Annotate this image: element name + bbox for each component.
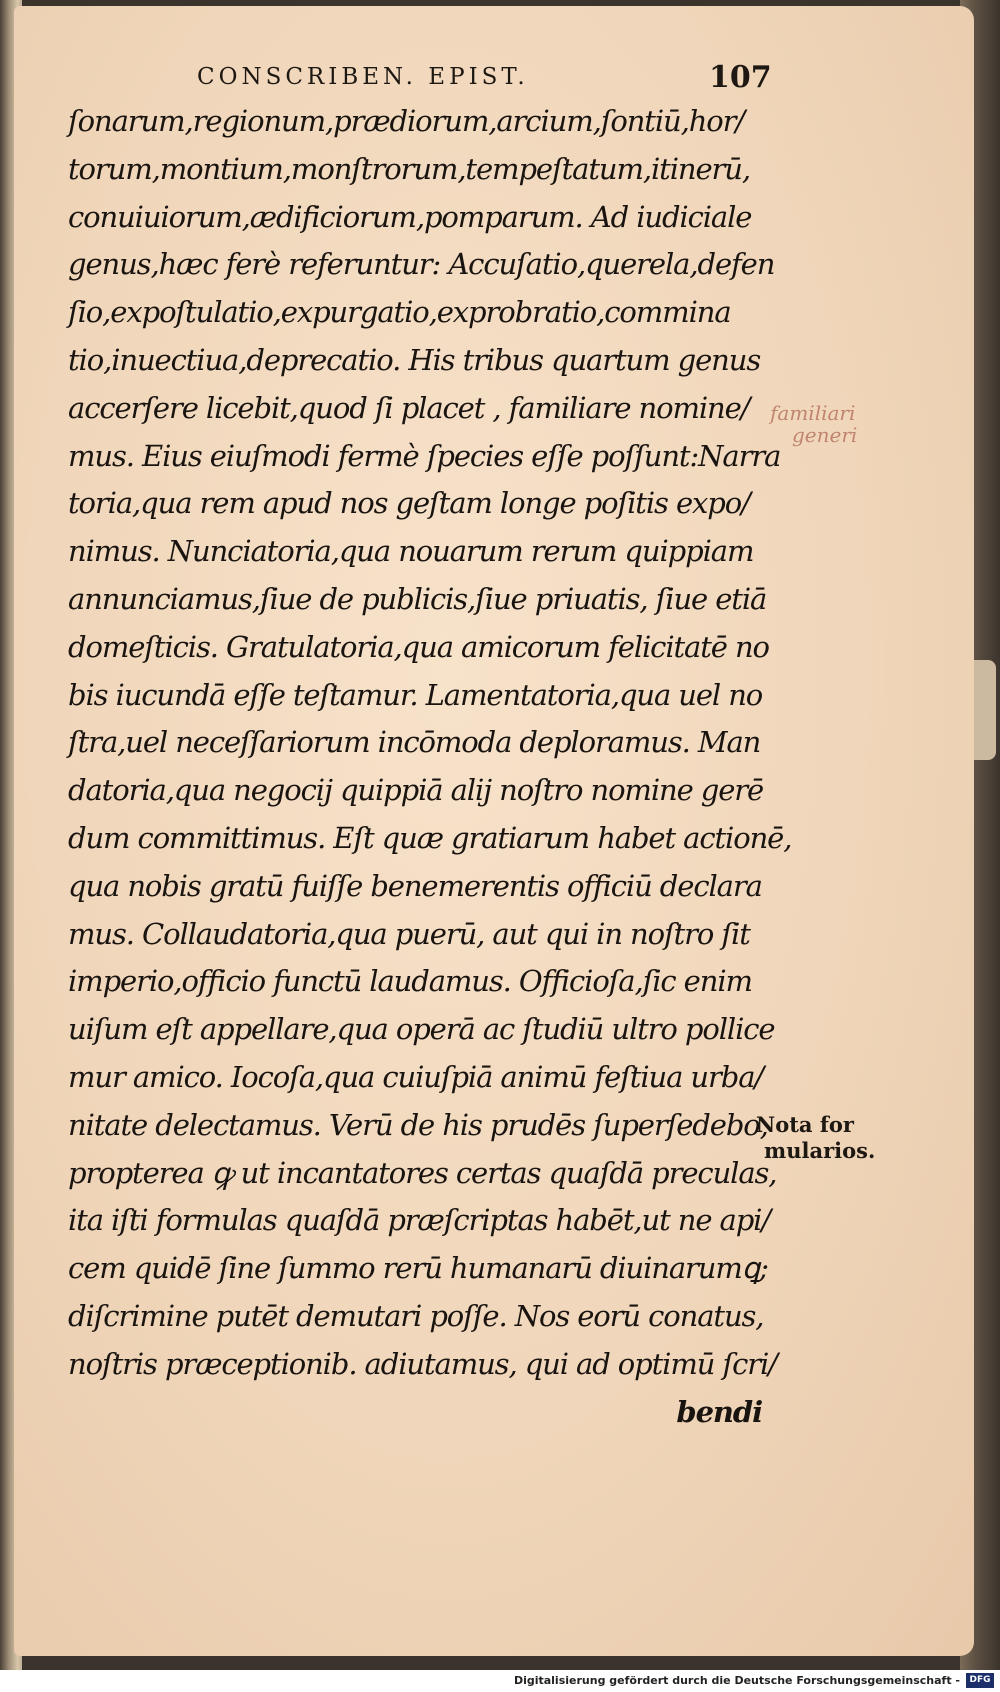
text-line: bis iucundā eſſe teſtamur. Lamentatoria,qua uel no	[68, 677, 763, 712]
printed-margin-note	[756, 1112, 875, 1164]
text-line: accerſere licebit,quod ſi placet , familiare nomine/	[68, 390, 750, 425]
margin-note-line: generi	[792, 423, 858, 447]
text-line: ita iſti formulas quaſdā præſcriptas habēt,ut ne api/	[68, 1203, 771, 1238]
text-line: propterea ꝙ ut incantatores certas quaſdā preculas,	[68, 1155, 777, 1190]
text-line: genus,hæc ferè referuntur: Accuſatio,querela,defen	[68, 247, 775, 282]
dfg-logo: DFG	[966, 1673, 994, 1688]
handwritten-margin-note	[770, 402, 857, 446]
text-line: torum,montium,monſtrorum,tempeſtatum,itinerū,	[68, 151, 750, 186]
margin-note-line: mularios.	[764, 1138, 876, 1163]
text-line: mus. Collaudatoria,qua puerū, aut qui in noſtro ſit	[68, 916, 750, 951]
footer-bar	[0, 1670, 1000, 1692]
text-line: nitate delectamus. Verū de his prudēs ſuperſedebo,	[68, 1107, 768, 1142]
text-line: ſonarum,regionum,prædiorum,arcium,ſontiū,hor/	[68, 104, 745, 138]
catchword: bendi	[676, 1394, 762, 1429]
text-line: dum committimus. Eſt quæ gratiarum habet actionē,	[68, 820, 792, 855]
text-line: ſtra,uel neceſſariorum incōmoda deploramus. Man	[68, 725, 761, 760]
text-line: domeſticis. Gratulatoria,qua amicorum felicitatē no	[68, 629, 769, 664]
running-head: CONSCRIBEN. EPIST.	[197, 64, 529, 90]
text-line: mur amico. Iocoſa,qua cuiuſpiā animū feſtiua urba/	[68, 1059, 764, 1094]
text-line: cem quidē ſine ſummo rerū humanarū diuinarumꝗ;	[68, 1251, 768, 1286]
page-header	[14, 60, 774, 100]
text-line: toria,qua rem apud nos geſtam longe poſitis expo/	[68, 486, 750, 521]
text-line: imperio,officio functū laudamus. Officioſa,ſic enim	[68, 964, 752, 999]
text-line: nimus. Nunciatoria,qua nouarum rerum quippiam	[68, 534, 754, 569]
text-line: mus. Eius eiuſmodi fermè ſpecies eſſe poſſunt:Narra	[68, 438, 781, 473]
text-line: diſcrimine putēt demutari poſſe. Nos eorū conatus,	[68, 1298, 764, 1333]
margin-note-line: Nota for	[756, 1112, 854, 1137]
text-line: ſio,expoſtulatio,expurgatio,exprobratio,commina	[68, 295, 731, 330]
page-number: 107	[709, 60, 772, 95]
text-line: noſtris præceptionib. adiutamus, qui ad optimū ſcri/	[68, 1346, 777, 1381]
book-page	[14, 6, 974, 1656]
text-line: uiſum eſt appellare,qua operā ac ſtudiū ultro pollice	[68, 1012, 775, 1047]
text-line: annunciamus,ſiue de publicis,ſiue priuatis, ſiue etiā	[68, 581, 767, 616]
funding-credit: Digitalisierung gefördert durch die Deutsche Forschungsgemeinschaft -	[513, 1674, 960, 1687]
text-line: qua nobis gratū fuiſſe benemerentis officiū declara	[68, 868, 762, 903]
text-line: datoria,qua negocij quippiā alij noſtro nomine gerē	[68, 773, 764, 808]
body-text	[68, 98, 792, 1436]
margin-note-line: familiari	[770, 401, 856, 425]
text-line: conuiuiorum,ædificiorum,pomparum. Ad iudiciale	[68, 199, 752, 234]
text-line: tio,inuectiua,deprecatio. His tribus quartum genus	[68, 342, 761, 377]
